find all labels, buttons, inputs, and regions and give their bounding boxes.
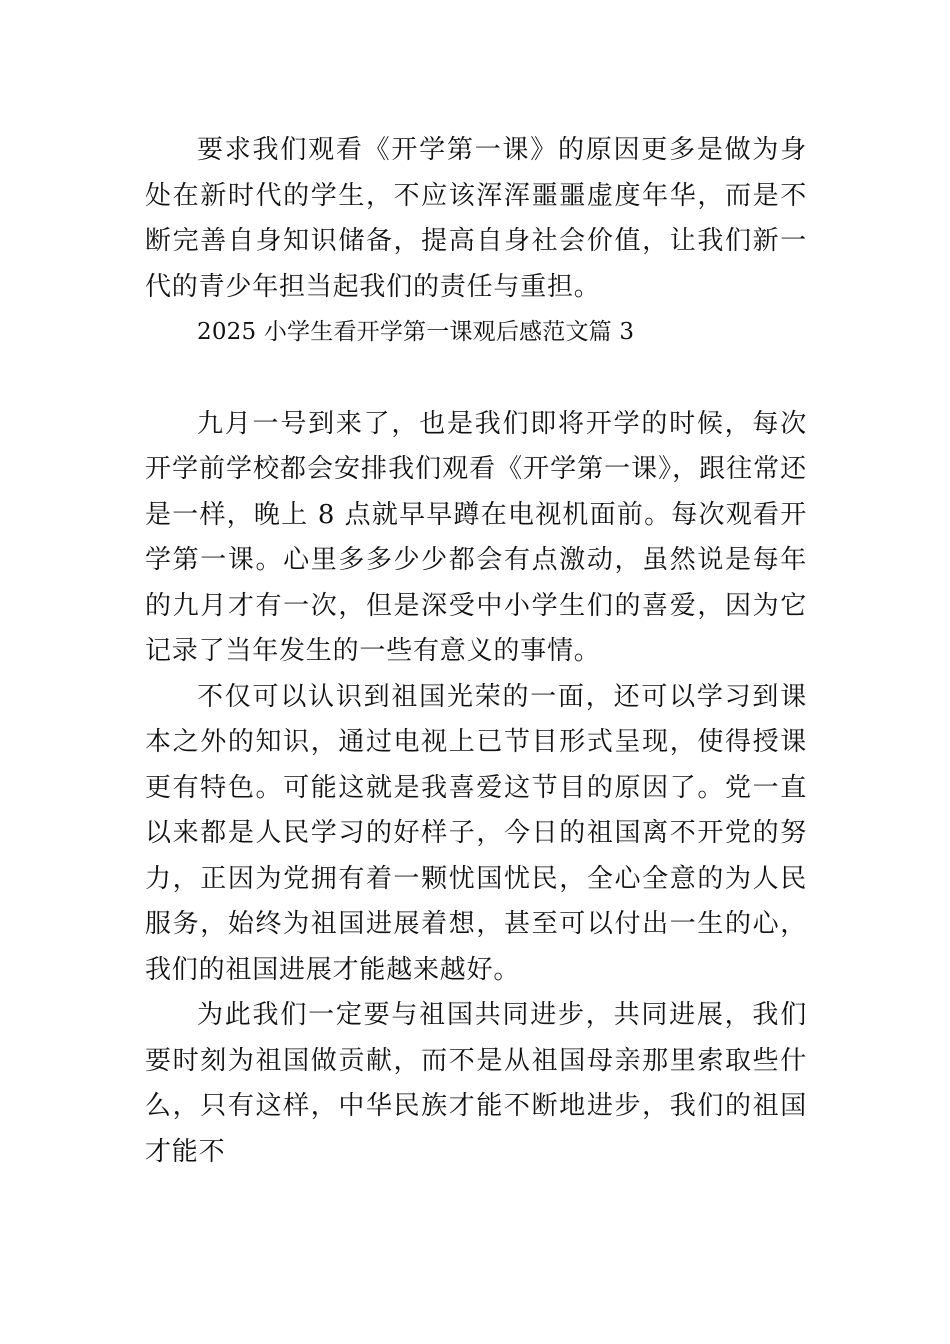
section-heading: 2025 小学生看开学第一课观后感范文篇 3 — [197, 319, 635, 345]
paragraph-1: 要求我们观看《开学第一课》的原因更多是做为身处在新时代的学生，不应该浑浑噩噩虚度年华，而是不断完善自身知识储备，提高自身社会价值，让我们新一代的青少年担当起我们的责任与重担。 — [145, 135, 807, 302]
document-page — [145, 128, 807, 1175]
paragraph-4: 为此我们一定要与祖国共同进步，共同进展，我们要时刻为祖国做贡献，而不是从祖国母亲那里索取些什么，只有这样，中华民族才能不断地进步，我们的祖国才能不 — [145, 1000, 807, 1167]
paragraph-3: 不仅可以认识到祖国光荣的一面，还可以学习到课本之外的知识，通过电视上已节目形式呈现，使得授课更有特色。可能这就是我喜爱这节目的原因了。党一直以来都是人民学习的好样子，今日的祖国离不开党的努力，正因为党拥有着一颗忧国忧民，全心全意的为人民服务，始终为祖国进展着想，甚至可以付出一生的心，我们的祖国进展才能越来越好。 — [145, 681, 807, 985]
paragraph-2: 九月一号到来了，也是我们即将开学的时候，每次开学前学校都会安排我们观看《开学第一课》，跟往常还是一样，晚上 8 点就早早蹲在电视机面前。每次观看开学第一课。心里多多少少都会有点激动，虽然说是每年的九月才有一次，但是深受中小学生们的喜爱，因为它记录了当年发生的一些有意义的事情。 — [145, 408, 807, 666]
